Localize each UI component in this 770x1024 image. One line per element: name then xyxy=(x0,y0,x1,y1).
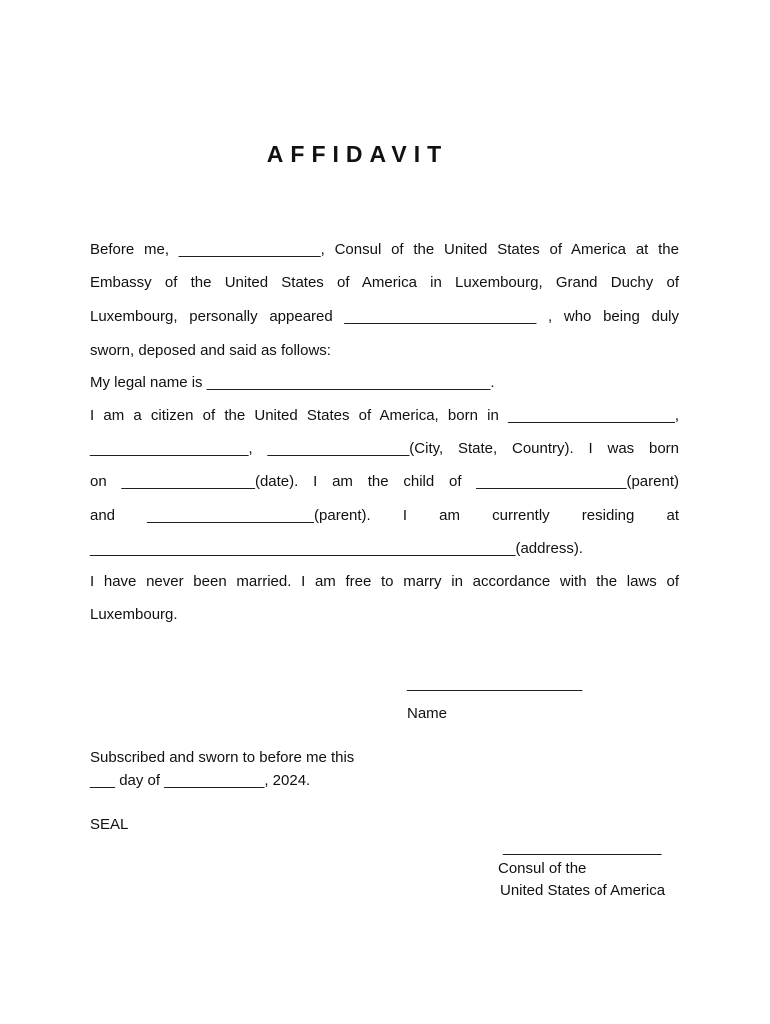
body-line-4: sworn, deposed and said as follows: xyxy=(90,342,331,359)
consul-label-line-1: Consul of the xyxy=(498,860,587,877)
legal-name-line: My legal name is __________________________________. xyxy=(90,374,495,391)
body-line-2: Embassy of the United States of America in Luxembourg, Grand Duchy of xyxy=(90,274,679,291)
consul-signature-line: ___________________ xyxy=(503,839,662,856)
name-label: Name xyxy=(407,705,448,722)
document-title: AFFIDAVIT xyxy=(266,141,449,167)
address-line: ___________________________________________________(address). xyxy=(90,540,583,557)
seal-label: SEAL xyxy=(90,816,129,833)
consul-label-line-2: United States of America xyxy=(500,882,666,899)
name-signature-line: _____________________ xyxy=(407,675,583,692)
body-line-9: and ____________________(parent). I am currently residing at xyxy=(90,507,679,524)
subscribed-line-1: Subscribed and sworn to before me this xyxy=(90,749,355,766)
subscribed-line-2: ___ day of ____________, 2024. xyxy=(90,772,311,789)
body-line-3: Luxembourg, personally appeared _______________________ , who being duly xyxy=(90,308,679,325)
body-line-8: on ________________(date). I am the child of __________________(parent) xyxy=(90,473,679,490)
body-line-7: ___________________, _________________(City, State, Country). I was born xyxy=(90,440,679,457)
body-line-1: Before me, _________________, Consul of the United States of America at the xyxy=(90,241,679,258)
body-line-6: I am a citizen of the United States of America, born in ____________________, xyxy=(90,407,679,424)
body-line-12: Luxembourg. xyxy=(90,606,178,623)
body-line-11: I have never been married. I am free to marry in accordance with the laws of xyxy=(90,573,679,590)
